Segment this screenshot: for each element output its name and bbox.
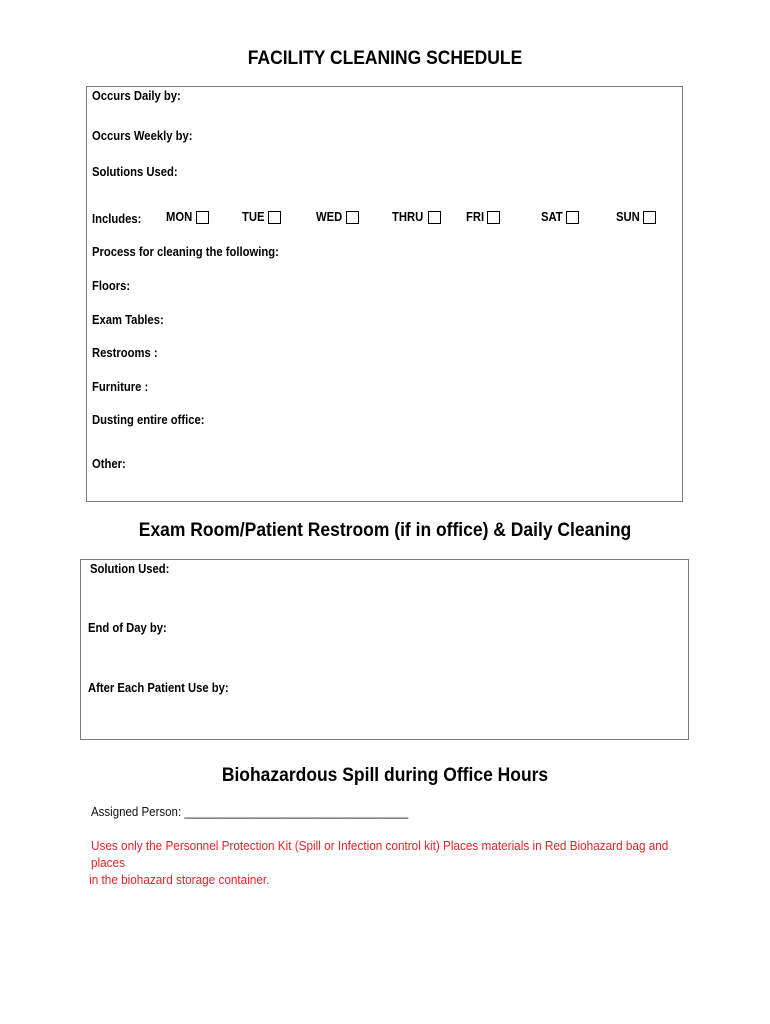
day-wednesday	[316, 210, 359, 224]
day-label: SUN	[616, 210, 640, 224]
saturday-checkbox[interactable]	[566, 211, 579, 224]
day-label: TUE	[242, 210, 265, 224]
occurs-weekly-label: Occurs Weekly by:	[92, 129, 193, 143]
day-thursday	[392, 210, 441, 224]
solution-used-label: Solution Used:	[90, 562, 170, 576]
includes-label: Includes:	[92, 212, 142, 226]
day-saturday	[541, 210, 579, 224]
day-label: MON	[166, 210, 193, 224]
biohazard-instructions	[91, 838, 693, 889]
exam-room-box	[80, 559, 689, 740]
day-sunday	[616, 210, 656, 224]
exam-room-heading: Exam Room/Patient Restroom (if in office) & Daily Cleaning	[138, 520, 632, 541]
sunday-checkbox[interactable]	[643, 211, 656, 224]
cleaning-schedule-box	[86, 86, 683, 502]
biohazard-heading: Biohazardous Spill during Office Hours	[221, 765, 549, 786]
occurs-daily-label: Occurs Daily by:	[92, 89, 181, 103]
day-label: WED	[316, 210, 343, 224]
day-label: THRU	[392, 210, 424, 224]
wednesday-checkbox[interactable]	[346, 211, 359, 224]
solutions-used-label: Solutions Used:	[92, 165, 178, 179]
other-label: Other:	[92, 457, 126, 471]
assigned-person-field[interactable]: Assigned Person: ___________________________________	[91, 805, 409, 819]
tuesday-checkbox[interactable]	[268, 211, 281, 224]
day-label: FRI	[466, 210, 485, 224]
end-of-day-label: End of Day by:	[88, 621, 167, 635]
exam-tables-label: Exam Tables:	[92, 313, 164, 327]
day-tuesday	[242, 210, 281, 224]
furniture-label: Furniture :	[92, 380, 149, 394]
dusting-label: Dusting entire office:	[92, 413, 205, 427]
page-title: FACILITY CLEANING SCHEDULE	[247, 48, 523, 69]
instructions-line-2: in the biohazard storage container.	[89, 873, 270, 887]
after-each-patient-label: After Each Patient Use by:	[88, 681, 229, 695]
process-label: Process for cleaning the following:	[92, 245, 279, 259]
instructions-line-1: Uses only the Personnel Protection Kit (Spill or Infection control kit) Places materials in Red Biohazard bag and places	[91, 839, 669, 870]
floors-label: Floors:	[92, 279, 131, 293]
day-label: SAT	[541, 210, 563, 224]
day-monday	[166, 210, 209, 224]
restrooms-label: Restrooms :	[92, 346, 158, 360]
friday-checkbox[interactable]	[487, 211, 500, 224]
monday-checkbox[interactable]	[196, 211, 209, 224]
day-friday	[466, 210, 500, 224]
thursday-checkbox[interactable]	[428, 211, 441, 224]
